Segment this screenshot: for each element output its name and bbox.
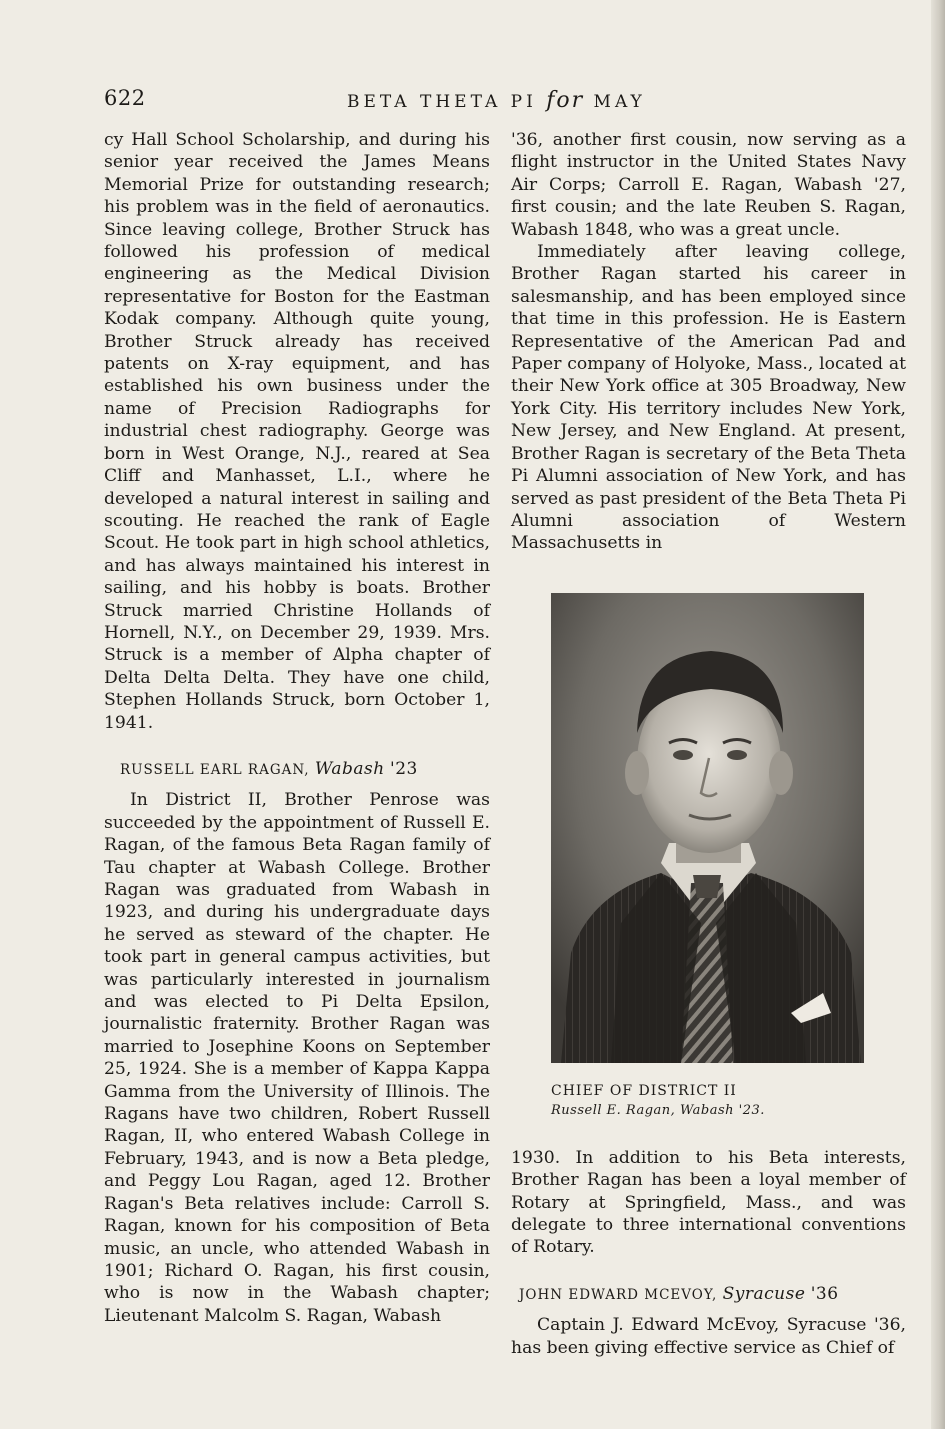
section-heading-school: Wabash — [314, 758, 385, 779]
career-paragraph: Immediately after leaving college, Brother Ragan started his career in salesmanship, and has been employed since that time in this profession. He is Eastern Representative of the American Pad and Paper company of Holyoke, Mass., located at their New York office at 305 Broadway, New York City. His territory includes New York, New Jersey, and New England. At present, Brother Ragan is secretary of the Beta Theta Pi Alumni association of New York, and has served as past president of the Beta Theta Pi Alumni association of Western Massachusetts in — [511, 242, 906, 554]
caption-title: CHIEF OF DISTRICT II — [551, 1082, 737, 1099]
running-title-suffix: MAY — [593, 92, 646, 112]
rotary-paragraph: 1930. In addition to his Beta interests, Brother Ragan has been a loyal member of Rotary at Springfield, Mass., and was delegate to three international conventions of Rotary. — [511, 1147, 906, 1258]
section-heading-name: RUSSELL EARL RAGAN, — [120, 761, 310, 778]
section-heading-ragan — [120, 758, 490, 781]
section-heading-mcevoy — [519, 1283, 906, 1306]
section-heading-name: JOHN EDWARD MCEVOY, — [519, 1286, 718, 1303]
left-column — [104, 129, 490, 1327]
photo-caption — [551, 1081, 906, 1121]
ragan-paragraph: In District II, Brother Penrose was succeeded by the appointment of Russell E. Ragan, of the famous Beta Ragan family of Tau chapter at Wabash College. Brother Ragan was graduated from Wabash in 1923, and during his undergraduate days he served as steward of the chapter. He took part in general campus activities, but was particularly interested in journalism and was elected to Pi Delta Epsilon, journalistic fraternity. Brother Ragan was married to Josephine Koons on September 25, 1924. She is a member of Kappa Kappa Gamma from the University of Illinois. The Ragans have two children, Robert Russell Ragan, II, who entered Wabash College in February, 1943, and is now a Beta pledge, and Peggy Lou Ragan, aged 12. Brother Ragan's Beta relatives include: Carroll S. Ragan, known for his composition of Beta music, an uncle, who attended Wabash in 1901; Richard O. Ragan, his first cousin, who is now in the Wabash chapter; Lieutenant Malcolm S. Ragan, Wabash — [104, 790, 490, 1326]
running-title-prefix: BETA THETA PI — [347, 92, 537, 112]
portrait-photo — [551, 593, 864, 1063]
struck-paragraph-continued: cy Hall School Scholarship, and during his senior year received the James Means Memorial Prize for outstanding research; his problem was in the field of aeronautics. Since leaving college, Brother Struck has followed his profession of medical engineering as the Medical Division representative for Boston for the Eastman Kodak company. Although quite young, Brother Struck already has received patents on X-ray equipment, and has established his own business under the name of Precision Radiographs for industrial chest radiography. George was born in West Orange, N.J., reared at Sea Cliff and Manhasset, L.I., where he developed a natural interest in sailing and scouting. He reached the rank of Eagle Scout. He took part in high school athletics, and has always maintained his interest in sailing, and his hobby is boats. Brother Struck married Christine Hollands of Hornell, N.Y., on December 29, 1939. Mrs. Struck is a member of Alpha chapter of Delta Delta Delta. They have one child, Stephen Hollands Struck, born October 1, 1941. — [104, 130, 490, 733]
caption-name: Russell E. Ragan, Wabash '23. — [551, 1102, 765, 1118]
section-heading-year: '23 — [390, 758, 418, 779]
page-number: 622 — [104, 86, 146, 110]
portrait-illustration — [551, 593, 864, 1063]
relatives-paragraph-continued: '36, another first cousin, now serving as a flight instructor in the United States Navy Air Corps; Carroll E. Ragan, Wabash '27, first cousin; and the late Reuben S. Ragan, Wabash 1848, who was a great uncle. — [511, 130, 906, 240]
running-header — [104, 86, 904, 116]
right-column — [511, 129, 906, 1359]
running-title-italic: for — [546, 88, 585, 113]
page-edge — [931, 0, 945, 1429]
section-heading-year: '36 — [810, 1283, 839, 1304]
section-heading-school: Syracuse — [722, 1283, 806, 1304]
mcevoy-paragraph: Captain J. Edward McEvoy, Syracuse '36, has been giving effective service as Chief of — [511, 1315, 906, 1358]
running-title — [347, 88, 646, 113]
